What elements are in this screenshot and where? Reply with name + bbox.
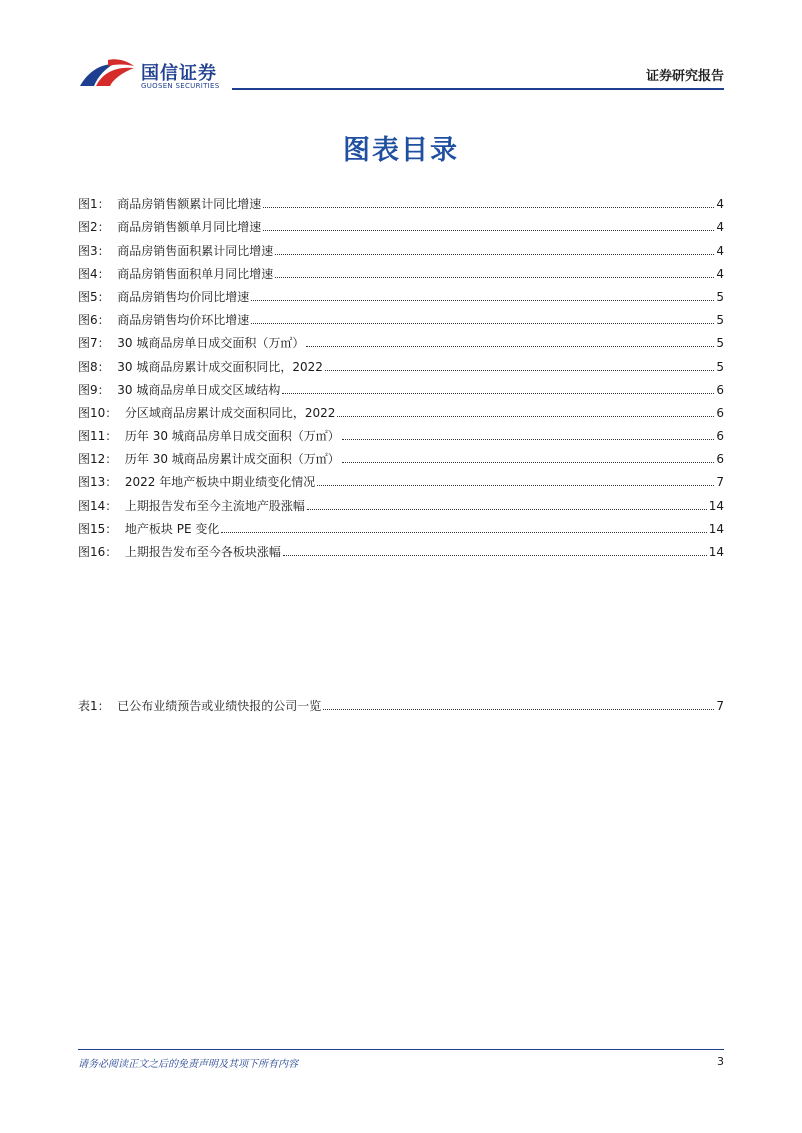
dot-leader — [342, 461, 715, 463]
dot-leader — [221, 531, 706, 533]
table-list — [78, 690, 724, 713]
toc-entry[interactable] — [78, 188, 724, 211]
toc-entry[interactable] — [78, 374, 724, 397]
page-title: 图表目录 — [343, 135, 459, 166]
toc-entry-label: 图5： 商品房销售均价同比增速 — [78, 289, 250, 304]
toc-entry-page: 6 — [716, 382, 724, 397]
toc-entry-page: 4 — [716, 220, 724, 235]
dot-leader — [325, 369, 714, 371]
toc-entry-page: 4 — [716, 243, 724, 258]
dot-leader — [282, 392, 714, 394]
footer-disclaimer: 请务必阅读正文之后的免责声明及其项下所有内容 — [78, 1059, 298, 1070]
toc-entry-label: 图3： 商品房销售面积累计同比增速 — [78, 243, 274, 258]
toc-entry-label: 图1： 商品房销售额累计同比增速 — [78, 197, 262, 212]
toc-entry[interactable] — [78, 397, 724, 420]
dot-leader — [283, 554, 707, 556]
toc-entry-label: 图9： 30 城商品房单日成交区域结构 — [78, 382, 281, 397]
toc-entry[interactable] — [78, 327, 724, 350]
dot-leader — [342, 438, 715, 440]
dot-leader — [307, 508, 707, 510]
toc-entry-page: 14 — [708, 498, 724, 513]
toc-entry-label: 图8： 30 城商品房累计成交面积同比，2022 — [78, 359, 323, 374]
toc-entry-page: 4 — [716, 197, 724, 212]
toc-entry[interactable] — [78, 420, 724, 443]
toc-entry[interactable] — [78, 281, 724, 304]
toc-entry-page: 4 — [716, 266, 724, 281]
toc-entry[interactable] — [78, 350, 724, 373]
toc-entry[interactable] — [78, 536, 724, 559]
guosen-logo-icon — [78, 56, 136, 90]
dot-leader — [275, 276, 714, 278]
dot-leader — [275, 253, 714, 255]
dot-leader — [263, 229, 714, 231]
toc-entry[interactable] — [78, 513, 724, 536]
toc-entry-page: 5 — [716, 313, 724, 328]
dot-leader — [263, 206, 714, 208]
toc-entry-page: 5 — [716, 359, 724, 374]
toc-entry-label: 图16： 上期报告发布至今各板块涨幅 — [78, 545, 281, 559]
toc-entry[interactable] — [78, 489, 724, 512]
toc-entry-page: 7 — [716, 475, 724, 490]
dot-leader — [337, 415, 714, 417]
toc-entry-label: 图12： 历年 30 城商品房累计成交面积（万㎡） — [78, 452, 340, 467]
toc-entry-label: 图15： 地产板块 PE 变化 — [78, 521, 220, 536]
dot-leader — [251, 322, 714, 324]
toc-entry-page: 14 — [708, 521, 724, 536]
toc-entry-label: 图14： 上期报告发布至今主流地产股涨幅 — [78, 498, 305, 513]
toc-entry-label: 表1： 已公布业绩预告或业绩快报的公司一览 — [78, 699, 322, 714]
toc-entry-label: 图4： 商品房销售面积单月同比增速 — [78, 266, 274, 281]
toc-entry-page: 5 — [716, 336, 724, 351]
toc-entry-label: 图2： 商品房销售额单月同比增速 — [78, 220, 262, 235]
page-number: 3 — [717, 1055, 724, 1068]
page-header — [0, 0, 802, 100]
toc-entry[interactable] — [78, 466, 724, 489]
toc-entry[interactable] — [78, 690, 724, 713]
toc-entry-page: 7 — [716, 699, 724, 714]
brand-name: 国信证券 — [141, 63, 217, 84]
toc-entry-label: 图13： 2022 年地产板块中期业绩变化情况 — [78, 475, 316, 490]
dot-leader — [323, 708, 714, 710]
figure-list — [78, 188, 724, 559]
toc-entry-page: 14 — [708, 545, 724, 559]
dot-leader — [306, 345, 714, 347]
toc-entry-label: 图10： 分区域商品房累计成交面积同比，2022 — [78, 405, 336, 420]
toc-entry[interactable] — [78, 443, 724, 466]
toc-entry[interactable] — [78, 211, 724, 234]
toc-entry-label: 图7： 30 城商品房单日成交面积（万㎡） — [78, 336, 305, 351]
toc-entry-page: 5 — [716, 289, 724, 304]
brand-name-english: GUOSEN SECURITIES — [141, 82, 220, 90]
header-divider — [232, 88, 724, 90]
toc-entry[interactable] — [78, 234, 724, 257]
toc-entry[interactable] — [78, 304, 724, 327]
dot-leader — [317, 484, 714, 486]
report-type-label: 证券研究报告 — [645, 69, 724, 84]
toc-entry-page: 6 — [716, 429, 724, 444]
toc-entry-label: 图11： 历年 30 城商品房单日成交面积（万㎡） — [78, 429, 340, 444]
footer-divider — [78, 1049, 724, 1050]
toc-entry-page: 6 — [716, 405, 724, 420]
toc-entry[interactable] — [78, 258, 724, 281]
dot-leader — [251, 299, 714, 301]
toc-entry-label: 图6： 商品房销售均价环比增速 — [78, 313, 250, 328]
toc-entry-page: 6 — [716, 452, 724, 467]
